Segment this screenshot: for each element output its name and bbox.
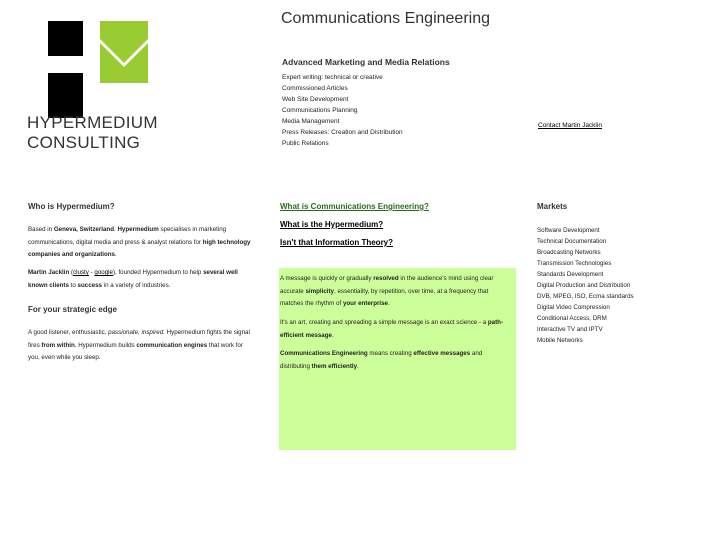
list-item: Technical Documentation xyxy=(537,238,607,245)
list-item: Web Site Development xyxy=(282,96,349,103)
services-list xyxy=(282,72,403,149)
logo xyxy=(46,19,148,119)
list-item: Expert writing: technical or creative xyxy=(282,74,383,81)
answer-box xyxy=(279,268,516,450)
brand-name-line2: CONSULTING xyxy=(27,133,141,152)
list-item: Conditional Access, DRM xyxy=(537,315,607,322)
list-item: Public Relations xyxy=(282,140,329,147)
clusty-link[interactable]: clusty xyxy=(73,269,89,276)
list-item: Press Releases: Creation and Distribution xyxy=(282,129,403,136)
list-item: Interactive TV and IPTV xyxy=(537,326,603,333)
logo-black-square-bottom xyxy=(48,73,83,118)
list-item: Broadcasting Networks xyxy=(537,249,601,256)
question-link-hypermedium[interactable]: What is the Hypermedium? xyxy=(280,220,384,229)
list-item: Software Development xyxy=(537,227,600,234)
question-link-information-theory[interactable]: Isn't that Information Theory? xyxy=(280,238,394,247)
logo-black-square-top xyxy=(48,21,83,56)
about-paragraph-3: A good listener, enthusiastic, passionate, inspired. Hypermedium fights the signal fires from within. Hypermedium builds communication engines that work for you, even while you sleep. xyxy=(28,329,250,361)
google-link[interactable]: google xyxy=(94,269,113,276)
question-link-communications-engineering[interactable]: What is Communications Engineering? xyxy=(280,202,429,211)
page-title: Communications Engineering xyxy=(281,10,490,27)
about-paragraph-2: Martin Jacklin (clusty - google), founded Hypermedium to help several well known clients to success in a variety of industries. xyxy=(28,269,238,289)
list-item: Transmission Technologies xyxy=(537,260,612,267)
services-heading: Advanced Marketing and Media Relations xyxy=(282,57,450,67)
answer-paragraph-2: It's an art, creating and spreading a simple message is an exact science - a path-efficient message. xyxy=(280,319,504,339)
list-item: Mobile Networks xyxy=(537,337,583,344)
list-item: Commissioned Articles xyxy=(282,85,348,92)
list-item: Communications Planning xyxy=(282,107,358,114)
markets-list xyxy=(537,225,634,346)
edge-heading: For your strategic edge xyxy=(28,305,117,314)
about-heading: Who is Hypermedium? xyxy=(28,202,115,211)
list-item: DVB, MPEG, ISO, Ecma standards xyxy=(537,293,634,300)
list-item: Digital Production and Distribution xyxy=(537,282,631,289)
contact-link[interactable]: Contact Martin Jacklin xyxy=(538,122,602,129)
list-item: Digital Video Compression xyxy=(537,304,610,311)
answer-paragraph-3: Communications Engineering means creating effective messages and distributing them efficiently. xyxy=(280,350,483,370)
list-item: Media Management xyxy=(282,118,340,125)
markets-heading: Markets xyxy=(537,202,568,211)
logo-green-shape xyxy=(100,21,148,83)
about-paragraph-1: Based in Geneva, Switzerland. Hypermedium specialises in marketing communications, digital media and press & analyst relations for high technology companies and organizations. xyxy=(28,226,251,258)
list-item: Standards Development xyxy=(537,271,604,278)
brand-name-line1: HYPERMEDIUM xyxy=(27,113,158,132)
answer-paragraph-1: A message is quickly or gradually resolved in the audience's mind using clear accurate simplicity, essentiality, by repetition, over time, at a frequency that matches the rhythm of your enterprise. xyxy=(280,275,494,307)
